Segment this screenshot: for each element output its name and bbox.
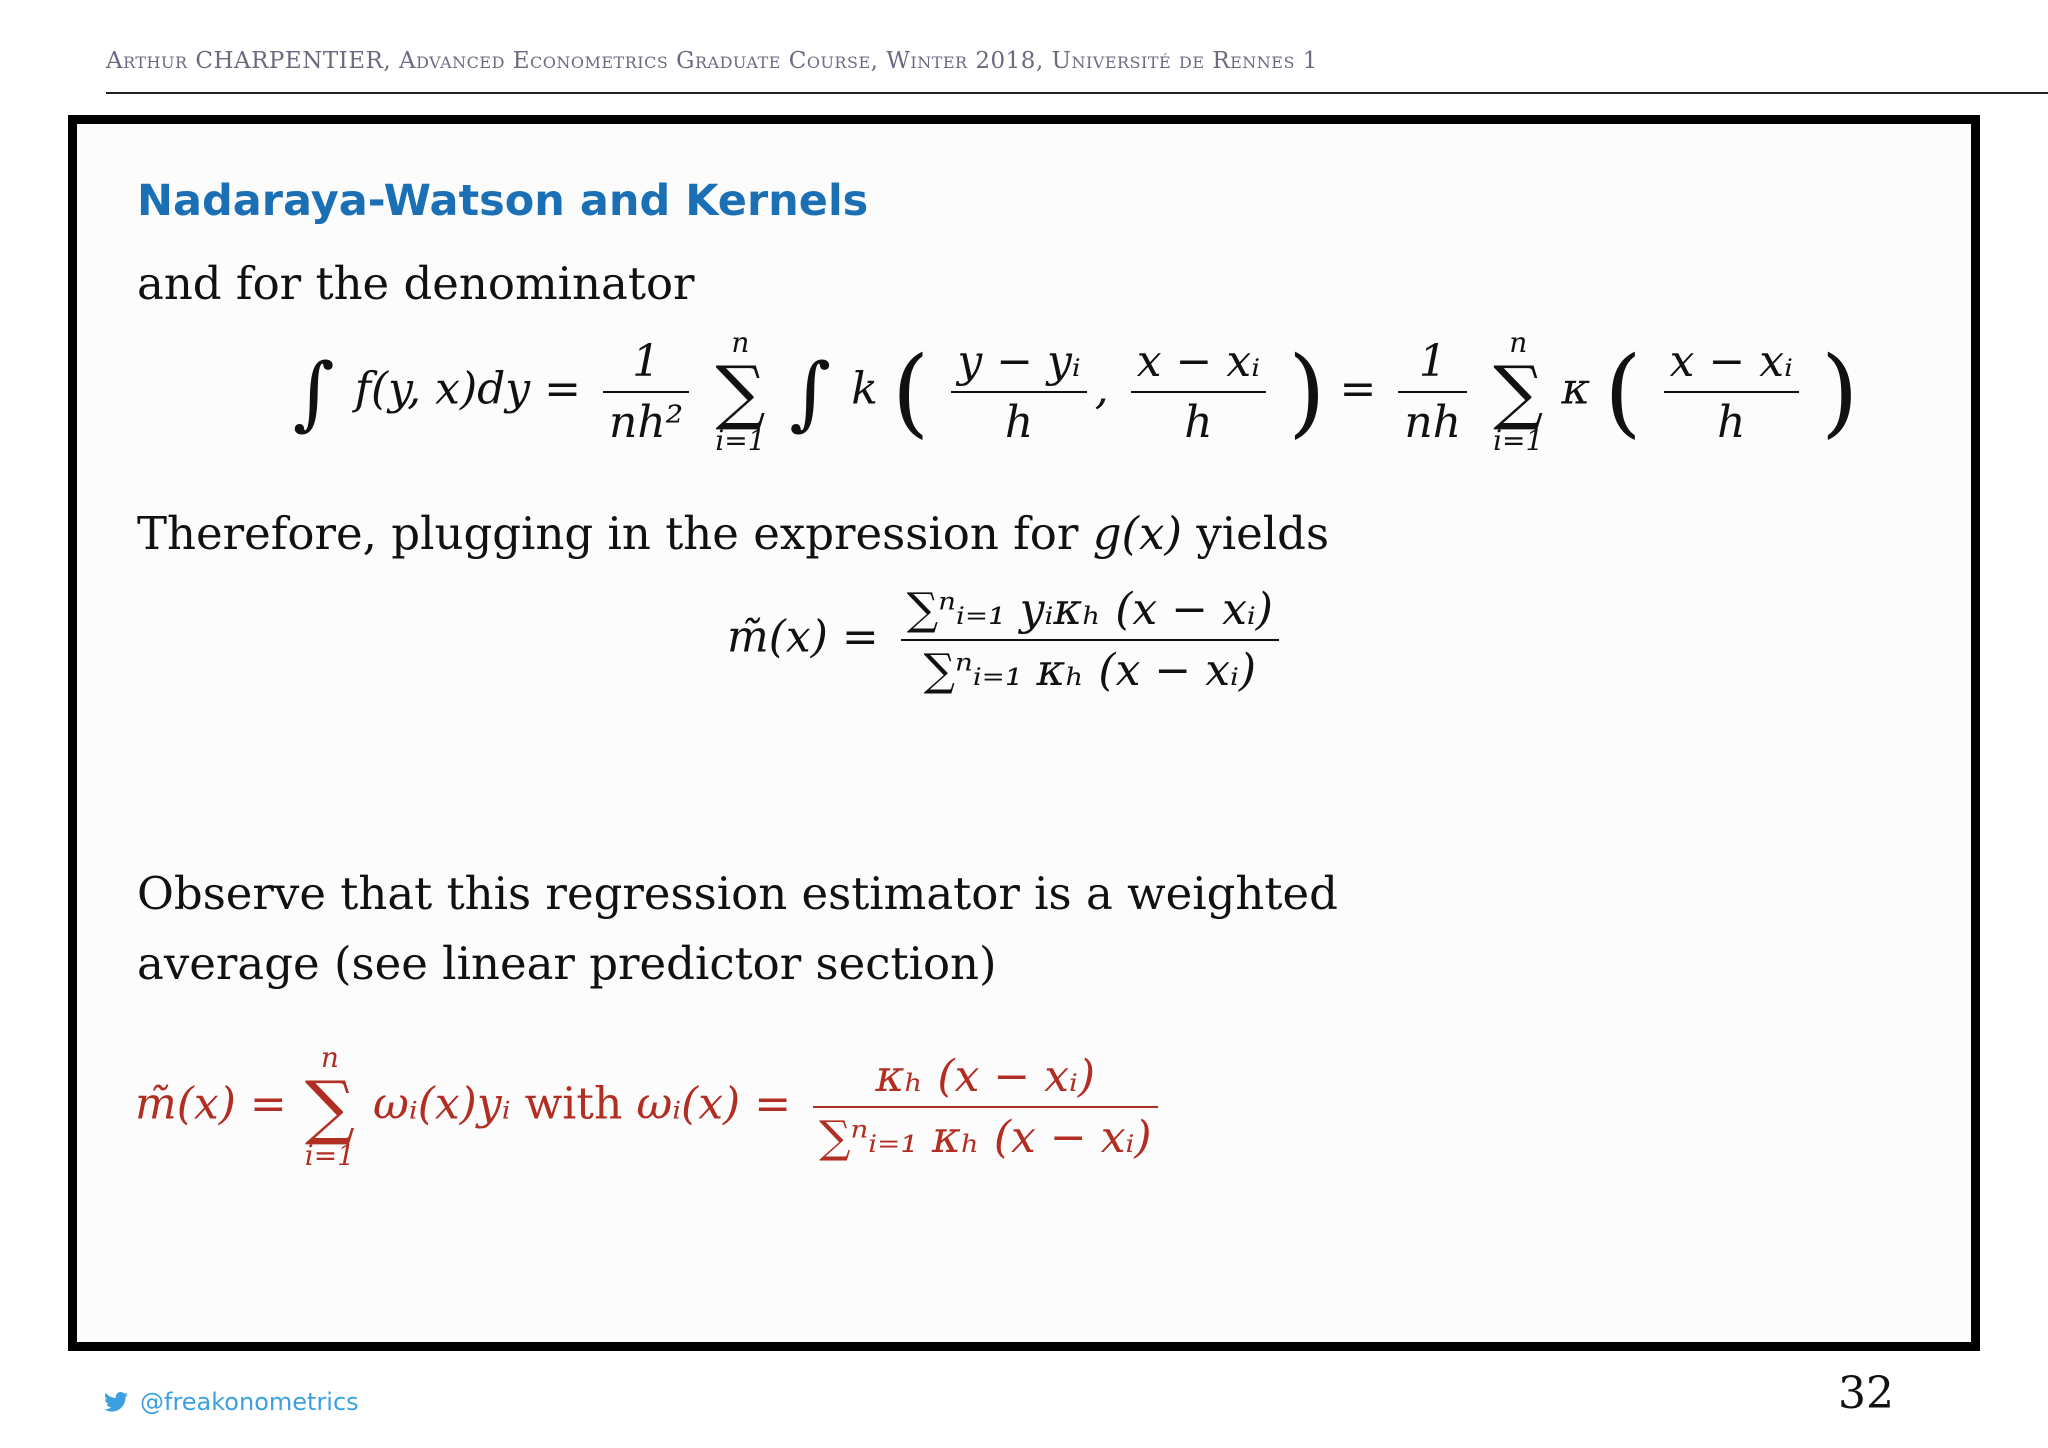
equation-weighted-average: [135, 1041, 1166, 1172]
eq3-sum: n ∑ i=1: [304, 1041, 355, 1172]
observe-line2: average (see linear predictor section): [137, 937, 997, 990]
eq1-frac1-den: h: [1004, 397, 1034, 448]
eq1-sum-lower: i=1: [715, 424, 766, 457]
eq1-sum: n ∑ i=1: [715, 326, 766, 457]
eq3-omega: ωᵢ(x) =: [636, 1078, 792, 1130]
eq1-k: k: [851, 363, 878, 415]
eq2-lhs: m̃(x) =: [727, 611, 879, 663]
eq3-lhs: m̃(x) =: [135, 1078, 287, 1130]
eq1-frac2-den: h: [1184, 397, 1213, 448]
eq3-frac: [813, 1051, 1157, 1163]
eq1-coef-num: 1: [632, 336, 661, 387]
therefore-text: [137, 499, 1329, 569]
twitter-bird-icon: [104, 1392, 128, 1412]
eq3-sum-lower: i=1: [304, 1139, 355, 1172]
footer-twitter[interactable]: [104, 1388, 359, 1416]
eq1-equals: =: [1339, 363, 1377, 415]
eq1-kappa: κ: [1561, 363, 1591, 415]
equation-estimator: [727, 584, 1287, 696]
eq1-sum2-upper: n: [1509, 326, 1528, 359]
therefore-before: Therefore, plugging in the expression for: [137, 507, 1079, 560]
eq1-lhs: f(y, x)dy =: [354, 363, 581, 415]
slide-frame: [68, 115, 1980, 1351]
equation-denominator: ∫ f(y, x)dy = $\frac{1}{\text{nh²}}$ n ∑ i=1 ∫ k ( $\frac{\text{y − yᵢ}}{h}$ , $\frac{\text{x − xᵢ}}{h}$ ) = $\frac{1}{nh}$ n ∑ i=1 κ ( $\frac{\text{x − xᵢ}}{h}$ ): [293, 326, 1859, 457]
therefore-after: yields: [1196, 507, 1330, 560]
eq1-sum2-lower: i=1: [1493, 424, 1544, 457]
eq1-coef2-den: nh: [1404, 397, 1462, 448]
eq1-frac2: [1131, 336, 1266, 448]
intro-text: and for the denominator: [137, 257, 695, 310]
eq3-num: κₕ (x − xᵢ): [875, 1051, 1096, 1102]
slide-title: Nadaraya-Watson and Kernels: [137, 176, 869, 226]
observe-text: [137, 859, 1338, 999]
header-line: Arthur CHARPENTIER, Advanced Econometrics Graduate Course, Winter 2018, Université de Rennes 1: [106, 48, 1318, 74]
eq1-sum2: n ∑ i=1: [1493, 326, 1544, 457]
eq2-den: ∑ⁿᵢ₌₁ κₕ (x − xᵢ): [923, 645, 1257, 696]
eq3-den: ∑ⁿᵢ₌₁ κₕ (x − xᵢ): [819, 1112, 1152, 1163]
eq1-coef2: [1398, 336, 1467, 448]
eq1-frac1-num: y − yᵢ: [957, 336, 1081, 387]
therefore-math: g(x): [1092, 507, 1183, 560]
eq3-sum-upper: n: [320, 1041, 339, 1074]
observe-line1: Observe that this regression estimator is a weighted: [137, 867, 1338, 920]
eq1-frac2-num: x − xᵢ: [1136, 336, 1261, 387]
page-number: 32: [1838, 1368, 1894, 1419]
eq3-term: ωᵢ(x)yᵢ: [372, 1078, 511, 1130]
eq1-frac3-num: x − xᵢ: [1669, 336, 1793, 387]
eq1-coef: [603, 336, 689, 448]
eq1-sum-upper: n: [731, 326, 750, 359]
eq1-frac3: [1664, 336, 1799, 448]
twitter-handle[interactable]: @freakonometrics: [140, 1388, 359, 1416]
integral-symbol-2: ∫: [789, 345, 832, 439]
eq2-frac: [901, 584, 1279, 696]
integral-symbol: ∫: [293, 345, 335, 439]
eq2-num: ∑ⁿᵢ₌₁ yᵢκₕ (x − xᵢ): [906, 584, 1273, 635]
eq1-coef-den: nh²: [608, 397, 684, 448]
eq3-with: with: [524, 1078, 623, 1130]
header-rule: [106, 92, 2048, 94]
eq1-coef2-num: 1: [1418, 336, 1447, 387]
eq1-frac1: [951, 336, 1086, 448]
eq1-frac3-den: h: [1717, 397, 1746, 448]
